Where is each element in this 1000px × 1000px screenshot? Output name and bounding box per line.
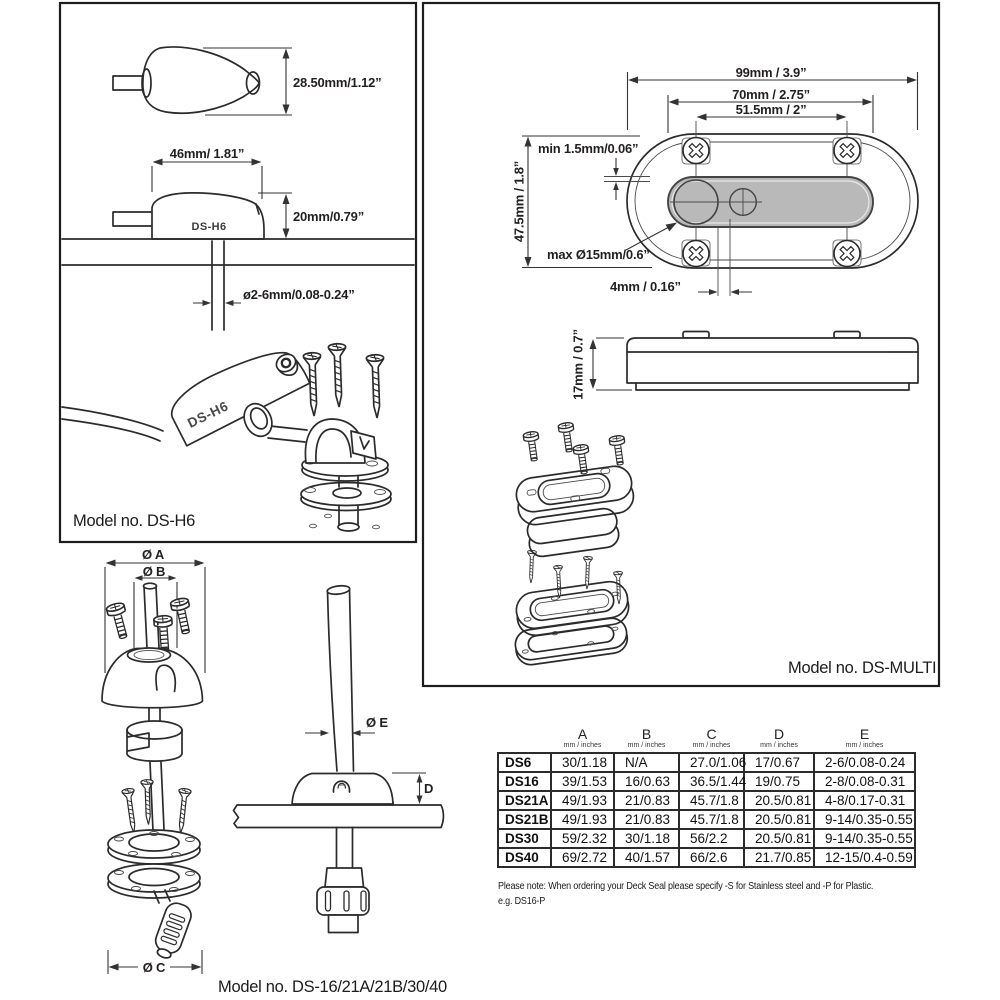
dsh6-dim-height-side: 20mm/0.79” xyxy=(293,209,364,224)
screw-icon xyxy=(154,615,174,651)
screw-icon xyxy=(106,602,132,641)
deck-slab xyxy=(234,805,444,828)
phillips-screw-icon xyxy=(834,138,860,164)
dsmulti-top-view xyxy=(522,72,918,296)
screw-icon xyxy=(366,354,385,418)
dsh6-exploded-label: DS-H6 xyxy=(185,398,231,431)
model-name: DS30 xyxy=(498,829,551,848)
phillips-screw-icon xyxy=(683,138,709,164)
model-name: DS6 xyxy=(498,753,551,772)
dsmulti-exploded-view xyxy=(513,422,635,667)
table-row: DS30 59/2.32 30/1.18 56/2.2 20.5/0.81 9-14/0.35-0.55 xyxy=(498,829,915,848)
dsmulti-dim-min-edge: min 1.5mm/0.06” xyxy=(538,141,639,156)
dsmulti-dim-inner-width: 70mm / 2.75” xyxy=(732,87,810,102)
column-header-e: E mm / inches xyxy=(845,726,884,749)
screw-icon xyxy=(609,435,628,466)
cable-connector xyxy=(151,900,195,962)
table-row: DS40 69/2.72 40/1.57 66/2.6 21.7/0.85 12-15/0.4-0.59 xyxy=(498,848,915,867)
cable xyxy=(62,407,163,441)
dsh6-dim-hole: ø2-6mm/0.08-0.24” xyxy=(243,287,355,302)
table-row: DS6 30/1.18 N/A 27.0/1.06 17/0.67 2-6/0.08-0.24 xyxy=(498,753,915,772)
dsmulti-side-view xyxy=(590,332,919,391)
screw-icon xyxy=(328,343,347,407)
column-header-b: B mm / inches xyxy=(627,726,666,749)
flange-ring-upper xyxy=(108,830,200,864)
table-row: DS21A 49/1.93 21/0.83 45.7/1.8 20.5/0.81 4-8/0.17-0.31 xyxy=(498,791,915,810)
dsh6-exploded-view xyxy=(62,338,391,531)
phillips-screw-icon xyxy=(834,241,860,267)
model-name: DS21A xyxy=(498,791,551,810)
deck-surface-lines xyxy=(62,239,414,265)
dome-base xyxy=(292,774,393,805)
screw-icon xyxy=(523,431,542,462)
ds-series-dome-figure xyxy=(102,560,205,975)
dsmulti-dim-overall-height: 47.5mm / 1.8” xyxy=(511,160,527,243)
ordering-note-line1: Please note: When ordering your Deck Seal please specify -S for Stainless steel and -P for Plastic. xyxy=(498,881,874,892)
series-dim-b: Ø B xyxy=(142,564,166,579)
phillips-screw-icon xyxy=(683,241,709,267)
dsmulti-caption: Model no. DS-MULTI xyxy=(788,659,937,677)
dsh6-caption: Model no. DS-H6 xyxy=(73,512,196,530)
dsmulti-dim-gap: 4mm / 0.16” xyxy=(610,279,681,294)
series-dim-e: Ø E xyxy=(366,715,388,730)
series-dim-a: Ø A xyxy=(141,547,165,562)
dsmulti-dim-body-height: 17mm / 0.7” xyxy=(570,329,586,400)
model-name: DS16 xyxy=(498,772,551,791)
ordering-note-line2: e.g. DS16-P xyxy=(498,896,546,907)
table-row: DS21B 49/1.93 21/0.83 45.7/1.8 20.5/0.81 9-14/0.35-0.55 xyxy=(498,810,915,829)
dsh6-dim-width: 46mm/ 1.81” xyxy=(169,146,245,161)
screw-icon xyxy=(170,597,195,635)
dsmulti-dim-overall-width: 99mm / 3.9” xyxy=(735,65,807,80)
column-header-c: C mm / inches xyxy=(692,726,731,749)
dsh6-top-view xyxy=(113,47,292,115)
split-collar xyxy=(127,721,182,761)
ds-series-pole-figure xyxy=(234,585,444,933)
dsh6-body-label: DS-H6 xyxy=(191,221,227,233)
dsmulti-dim-hole-spacing: 51.5mm / 2” xyxy=(735,102,807,117)
series-dim-d: D xyxy=(424,781,434,796)
swivel-mount-assembly xyxy=(239,399,391,531)
spec-table-header-row xyxy=(498,727,915,753)
series-dim-c: Ø C xyxy=(142,960,166,975)
model-name: DS21B xyxy=(498,810,551,829)
dsh6-dim-height-top: 28.50mm/1.12” xyxy=(293,75,382,90)
dsmulti-dim-max-cable: max Ø15mm/0.6” xyxy=(547,247,650,262)
column-header-a: A mm / inches xyxy=(563,726,602,749)
dsh6-mounting-hole xyxy=(193,241,241,330)
screw-icon xyxy=(122,788,140,834)
screw-icon xyxy=(174,788,191,834)
spec-table xyxy=(497,727,916,868)
model-name: DS40 xyxy=(498,848,551,867)
column-header-d: D mm / inches xyxy=(760,726,798,749)
series-caption: Model no. DS-16/21A/21B/30/40 xyxy=(218,978,447,996)
table-row: DS16 39/1.53 16/0.63 36.5/1.44 19/0.75 2-8/0.08-0.31 xyxy=(498,772,915,791)
